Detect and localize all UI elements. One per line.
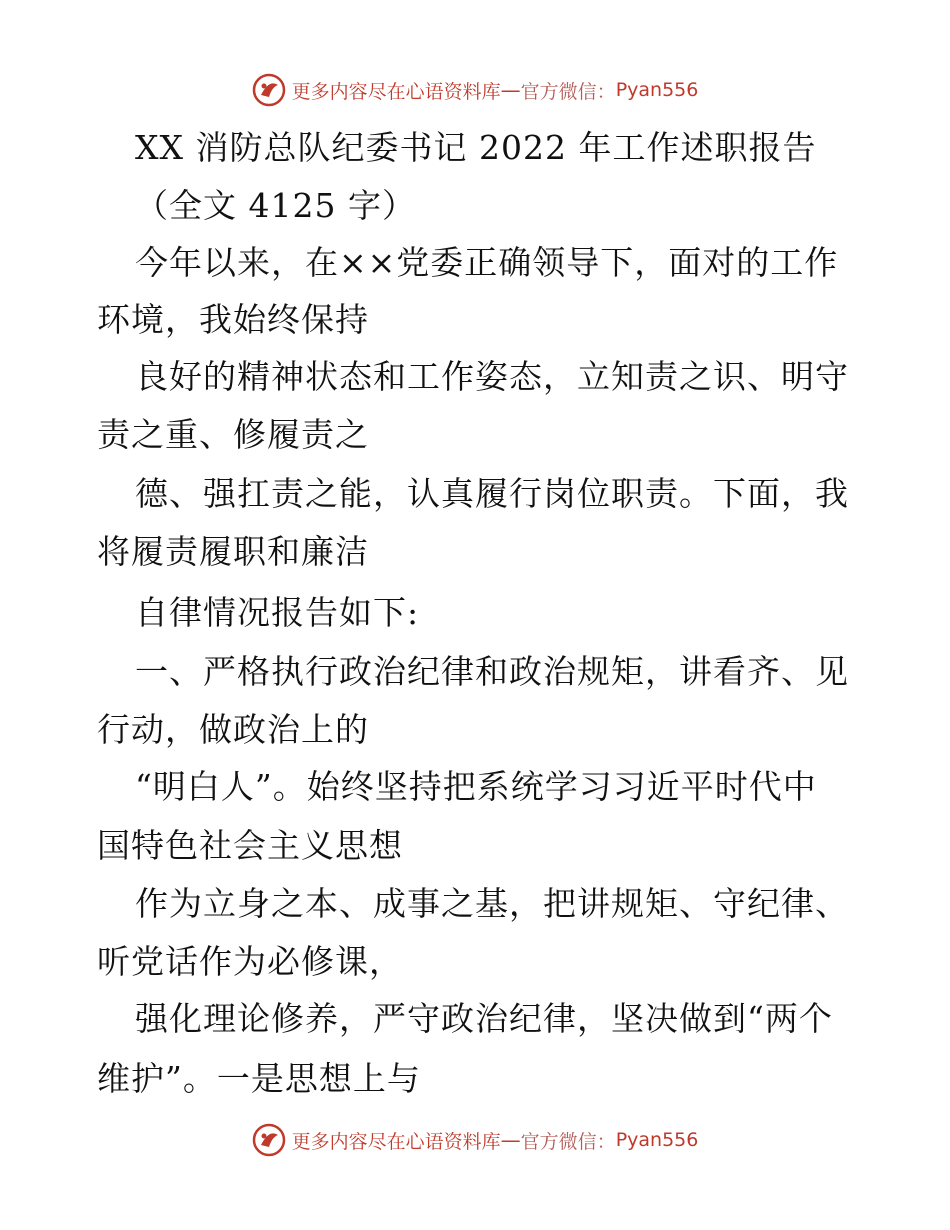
body-line: “明白人”。始终坚持把系统学习习近平时代中 (135, 767, 817, 806)
brand-logo-icon (252, 1123, 286, 1157)
body-line: 环境，我始终保持 (97, 300, 369, 339)
footer-contact-label: 官方微信： (520, 1130, 616, 1153)
body-line: 国特色社会主义思想 (97, 826, 403, 865)
body-line: 德、强扛责之能，认真履行岗位职责。下面，我 (135, 474, 849, 513)
body-line: 将履责履职和廉洁 (97, 532, 369, 571)
footer-separator: — (500, 1128, 521, 1152)
body-line: 一、严格执行政治纪律和政治规矩，讲看齐、见 (135, 652, 849, 691)
body-line: 行动，做政治上的 (97, 710, 369, 749)
banner-separator: — (500, 78, 521, 102)
banner-contact-label: 官方微信： (520, 80, 616, 103)
document-subtitle: （全文 4125 字） (135, 186, 416, 225)
body-line: 自律情况报告如下: (135, 593, 420, 632)
footer-banner (0, 1120, 950, 1160)
footer-wechat-id: Pyan556 (615, 1129, 699, 1151)
header-banner (0, 70, 950, 110)
body-line: 责之重、修履责之 (97, 415, 369, 454)
body-line: 今年以来，在××党委正确领导下，面对的工作 (135, 243, 839, 282)
brand-logo-icon (252, 73, 286, 107)
body-line: 维护”。一是思想上与 (97, 1059, 421, 1098)
document-title: XX 消防总队纪委书记 2022 年工作述职报告 (135, 128, 817, 167)
body-line: 良好的精神状态和工作姿态，立知责之识、明守 (135, 357, 849, 396)
body-line: 强化理论修养，严守政治纪律，坚决做到“两个 (135, 999, 833, 1038)
body-line: 作为立身之本、成事之基，把讲规矩、守纪律、 (135, 884, 849, 923)
footer-brand-text: 更多内容尽在心语资料库 (291, 1130, 501, 1153)
banner-wechat-id: Pyan556 (615, 79, 699, 101)
body-line: 听党话作为必修课， (97, 942, 403, 981)
banner-brand-text: 更多内容尽在心语资料库 (291, 80, 501, 103)
